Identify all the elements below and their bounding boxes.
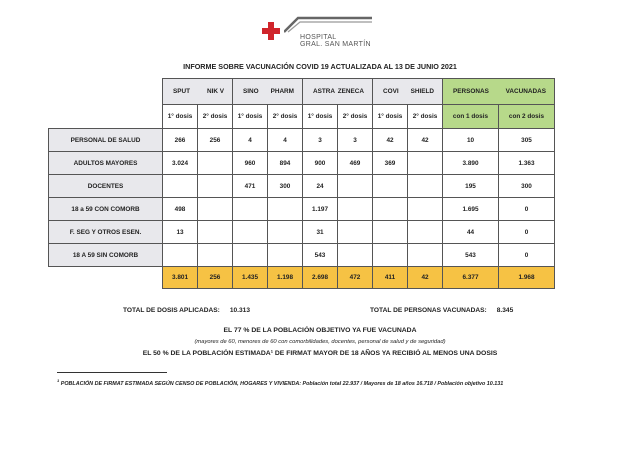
- table-cell: 471: [233, 175, 268, 198]
- table-cell: 266: [163, 129, 198, 152]
- table-cell: 0: [499, 198, 555, 221]
- total-cell: 256: [198, 267, 233, 289]
- table-cell: 894: [268, 152, 303, 175]
- people-header-part: VACUNADAS: [505, 88, 546, 95]
- table-cell: 0: [499, 221, 555, 244]
- table-cell: 960: [233, 152, 268, 175]
- table-cell: [233, 198, 268, 221]
- totals-label-blank: [49, 267, 163, 289]
- report-title: INFORME SOBRE VACUNACIÓN COVID 19 ACTUALIZADA AL 13 DE JUNIO 2021: [183, 62, 457, 71]
- red-cross-icon: [262, 22, 280, 40]
- table-cell: 3.024: [163, 152, 198, 175]
- table-row: [49, 221, 555, 244]
- logo-line2: GRAL. SAN MARTÍN: [300, 41, 371, 48]
- table-cell: [338, 175, 373, 198]
- coverage-statement: EL 77 % DE LA POBLACIÓN OBJETIVO YA FUE VACUNADA: [223, 327, 417, 334]
- dose-header-row: [49, 105, 555, 129]
- building-roof-icon: [284, 16, 374, 34]
- total-cell: 1.435: [233, 267, 268, 289]
- table-cell: 543: [303, 244, 338, 267]
- table-cell: [163, 175, 198, 198]
- table-cell: [408, 244, 443, 267]
- totals-row: [49, 267, 555, 289]
- table-cell: [198, 152, 233, 175]
- total-cell: 1.198: [268, 267, 303, 289]
- dose1-header: 1° dosis: [233, 105, 268, 129]
- vaccine-header-row: [49, 79, 555, 105]
- population-statement: EL 50 % DE LA POBLACIÓN ESTIMADA¹ DE FIRMAT MAYOR DE 18 AÑOS YA RECIBIÓ AL MENOS UNA DOSIS: [142, 350, 498, 357]
- vaccine-name-part: PHARM: [270, 88, 294, 95]
- table-cell: 3: [338, 129, 373, 152]
- vaccine-name-part: NIK V: [206, 88, 224, 95]
- table-row: [49, 244, 555, 267]
- table-cell: 4: [233, 129, 268, 152]
- vaccination-table: [48, 78, 555, 289]
- table-row: [49, 175, 555, 198]
- table-cell: [408, 152, 443, 175]
- table-cell: [373, 221, 408, 244]
- logo-line1: HOSPITAL: [300, 34, 337, 41]
- vaccine-name-part: ZENECA: [337, 88, 364, 95]
- table-cell: [163, 244, 198, 267]
- table-cell: 1.695: [443, 198, 499, 221]
- table-cell: [338, 244, 373, 267]
- row-label: PERSONAL DE SALUD: [49, 129, 163, 152]
- people-vaccinated-header: [443, 79, 555, 105]
- table-cell: [268, 244, 303, 267]
- vaccine-name-part: ASTRA: [313, 88, 336, 95]
- table-cell: 42: [373, 129, 408, 152]
- table-cell: 44: [443, 221, 499, 244]
- footnote: [57, 378, 503, 387]
- table-row: [49, 198, 555, 221]
- vaccine-name-part: SINO: [243, 88, 259, 95]
- dose1-header: 1° dosis: [303, 105, 338, 129]
- dose1-header: 1° dosis: [373, 105, 408, 129]
- vaccine-name-part: SPUT: [173, 88, 191, 95]
- table-cell: 31: [303, 221, 338, 244]
- table-cell: 13: [163, 221, 198, 244]
- table-cell: [373, 175, 408, 198]
- table-cell: [198, 221, 233, 244]
- table-cell: 3.890: [443, 152, 499, 175]
- table-cell: 1.363: [499, 152, 555, 175]
- table-cell: 24: [303, 175, 338, 198]
- dose2-header: 2° dosis: [408, 105, 443, 129]
- table-cell: [408, 175, 443, 198]
- total-cell: 472: [338, 267, 373, 289]
- table-cell: 900: [303, 152, 338, 175]
- total-people: [370, 307, 513, 314]
- table-row: [49, 152, 555, 175]
- total-cell: 42: [408, 267, 443, 289]
- table-cell: [338, 198, 373, 221]
- dose2-header: 2° dosis: [198, 105, 233, 129]
- table-cell: 1.197: [303, 198, 338, 221]
- table-cell: [198, 198, 233, 221]
- with2-header: con 2 dosis: [499, 105, 555, 129]
- total-cell: 3.801: [163, 267, 198, 289]
- coverage-note: (mayores de 60, menores de 60 con comorbilidades, docentes, personal de salud y de seguridad): [194, 339, 446, 345]
- table-cell: [233, 244, 268, 267]
- table-cell: 369: [373, 152, 408, 175]
- total-cell: 2.698: [303, 267, 338, 289]
- row-label: 18 A 59 SIN COMORB: [49, 244, 163, 267]
- total-cell: 411: [373, 267, 408, 289]
- table-cell: [408, 221, 443, 244]
- table-cell: 543: [443, 244, 499, 267]
- vaccine-header: [233, 79, 303, 105]
- dose2-header: 2° dosis: [338, 105, 373, 129]
- table-cell: 42: [408, 129, 443, 152]
- table-cell: 305: [499, 129, 555, 152]
- corner-blank: [49, 79, 163, 105]
- table-cell: [198, 175, 233, 198]
- total-people-label: TOTAL DE PERSONAS VACUNADAS:: [370, 307, 487, 314]
- total-doses: [123, 307, 250, 314]
- vaccine-header: [303, 79, 373, 105]
- total-cell: 6.377: [443, 267, 499, 289]
- dose2-header: 2° dosis: [268, 105, 303, 129]
- table-cell: [373, 244, 408, 267]
- footnote-rule: [57, 372, 167, 373]
- vaccine-name-part: SHIELD: [410, 88, 434, 95]
- hospital-logo: [262, 16, 402, 50]
- row-label: F. SEG Y OTROS ESEN.: [49, 221, 163, 244]
- table-cell: [338, 221, 373, 244]
- total-doses-value: 10.313: [229, 307, 251, 314]
- table-cell: 195: [443, 175, 499, 198]
- table-row: [49, 129, 555, 152]
- footnote-text: POBLACIÓN DE FIRMAT ESTIMADA SEGÚN CENSO DE POBLACIÓN, HOGARES Y VIVIENDA: Población total 22.937 / Mayores de 18 años 16.718 / Población objetivo 10.131: [60, 380, 504, 387]
- table-cell: [198, 244, 233, 267]
- vaccine-header: [163, 79, 233, 105]
- people-header-part: PERSONAS: [453, 88, 489, 95]
- total-doses-label: TOTAL DE DOSIS APLICADAS:: [123, 307, 220, 314]
- row-label: ADULTOS MAYORES: [49, 152, 163, 175]
- row-label: 18 a 59 CON COMORB: [49, 198, 163, 221]
- total-cell: 1.968: [499, 267, 555, 289]
- vaccine-header: [373, 79, 443, 105]
- footnote-mark: 1: [57, 378, 60, 383]
- table-cell: [268, 198, 303, 221]
- table-cell: [408, 198, 443, 221]
- table-cell: [268, 221, 303, 244]
- with1-header: con 1 dosis: [443, 105, 499, 129]
- row-label: DOCENTES: [49, 175, 163, 198]
- table-cell: [233, 221, 268, 244]
- total-people-value: 8.345: [496, 307, 514, 314]
- table-cell: 256: [198, 129, 233, 152]
- table-cell: 4: [268, 129, 303, 152]
- table-cell: 300: [268, 175, 303, 198]
- table-cell: 469: [338, 152, 373, 175]
- vaccine-name-part: COVI: [383, 88, 399, 95]
- corner-blank: [49, 105, 163, 129]
- table-cell: 0: [499, 244, 555, 267]
- table-cell: 3: [303, 129, 338, 152]
- dose1-header: 1° dosis: [163, 105, 198, 129]
- table-cell: 498: [163, 198, 198, 221]
- table-cell: 10: [443, 129, 499, 152]
- table-cell: [373, 198, 408, 221]
- table-cell: 300: [499, 175, 555, 198]
